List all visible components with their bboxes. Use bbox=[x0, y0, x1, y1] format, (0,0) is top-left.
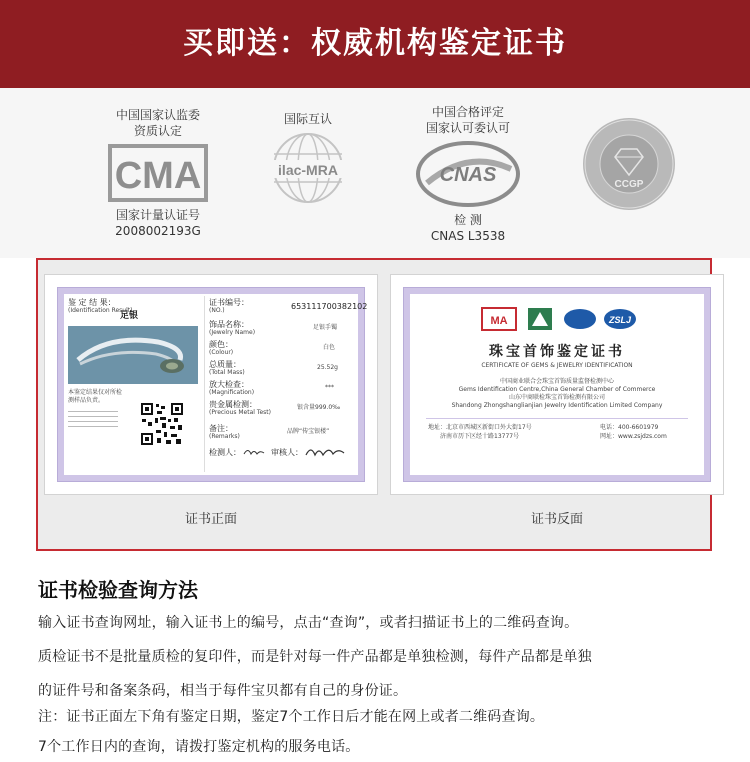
cnas-caption-2: 国家认可委认可 bbox=[425, 121, 510, 135]
ccgp-logo-mark: CCGP bbox=[614, 179, 644, 190]
svg-text:MA: MA bbox=[490, 315, 508, 327]
back-cert-title: 珠宝首饰鉴定证书 bbox=[489, 344, 625, 360]
cma-logo-mark: CMA bbox=[114, 155, 202, 197]
accreditation-logo-strip bbox=[0, 88, 750, 258]
ilac-mra-logo-icon bbox=[262, 130, 354, 208]
org-line-3: 山东中商联检珠宝首饰检测有限公司 bbox=[508, 394, 605, 401]
ccgp-seal-icon bbox=[580, 115, 678, 213]
back-divider bbox=[426, 418, 688, 419]
back-badges bbox=[480, 304, 640, 334]
section-title: 证书检验查询方法 bbox=[38, 578, 198, 602]
paragraph-line-3: 的证件号和备案条码，相当于每件宝贝都有自己的身份证。 bbox=[38, 683, 408, 699]
cnas-caption-3: 检 测 bbox=[454, 213, 482, 227]
cert-fine-print bbox=[68, 408, 118, 434]
cma-caption-4: 2008002193G bbox=[115, 224, 201, 238]
result-value: 足银 bbox=[120, 311, 139, 321]
cnas-logo-mark: CNAS bbox=[439, 164, 497, 186]
back-address-2: 济南市历下区经十路13777号 bbox=[440, 433, 520, 440]
result-label-en: (Identification Result) bbox=[68, 307, 133, 314]
org-line-2: Gems Identification Centre,China General Chamber of Commerce bbox=[458, 386, 656, 393]
paragraph-line-5: 7个工作日内的查询，请拨打鉴定机构的服务电话。 bbox=[38, 739, 360, 755]
back-cert-label: 证书反面 bbox=[530, 512, 583, 527]
jewelry-photo bbox=[68, 326, 198, 384]
checker-signature-icon bbox=[305, 445, 345, 459]
ilac-logo-block bbox=[258, 111, 358, 211]
front-cert-label: 证书正面 bbox=[184, 512, 237, 527]
paragraph-line-2: 质检证书不是批量质检的复印件，而是针对每一件产品都是单独检测，每件产品都是单独 bbox=[38, 649, 592, 665]
qr-code[interactable] bbox=[140, 402, 184, 446]
cma-caption-1: 中国国家认监委 bbox=[115, 108, 200, 122]
cert-field-table: 证书编号： (NO.) 6531117003821​02 饰品名称： (Jewelry Name) 足银手镯 颜色： (Colour) 白色 总质量： (Total Mass) 25.52g 放大检查： (Magnification) *** 贵金属检测： (Precious Metal Test) 银含量999.0‰ 备注： (Remarks) 品牌“传宝银楼” 检测人： 审核人： bbox=[204, 296, 352, 472]
back-address: 地址：北京市西城区新街口外大街17号 bbox=[428, 424, 532, 431]
tester-signature-icon bbox=[243, 446, 265, 458]
cert-note-1: 本鉴定结果仅对所检 bbox=[68, 389, 123, 396]
cma-logo-icon bbox=[106, 142, 210, 204]
certificate-front bbox=[44, 274, 378, 495]
org-line-4: Shandong Zhongshanglianjian Jewelry Identification Limited Company bbox=[451, 402, 663, 409]
certificate-showcase bbox=[36, 258, 712, 551]
ilac-caption-1: 国际互认 bbox=[283, 112, 332, 126]
paragraph-line-1: 输入证书查询网址，输入证书上的编号，点击“查询”，或者扫描证书上的二维码查询。 bbox=[38, 615, 579, 631]
certificate-back bbox=[390, 274, 724, 495]
cnas-caption-1: 中国合格评定 bbox=[431, 105, 504, 119]
org-line-1: 中国商业联合会珠宝首饰质量监督检测中心 bbox=[499, 378, 614, 385]
cma-logo-block bbox=[98, 107, 218, 239]
cma-caption-2: 资质认定 bbox=[133, 124, 182, 138]
ccgp-logo-block bbox=[574, 112, 684, 216]
back-phone: 电话：400-6601979 bbox=[600, 424, 659, 431]
paragraph-line-4: 注：证书正面左下角有鉴定日期，鉴定7个工作日后才能在网上或者二维码查询。 bbox=[38, 709, 545, 725]
back-cert-title-en: CERTIFICATE OF GEMS & JEWELRY IDENTIFICATION bbox=[481, 362, 633, 369]
cert-number: 6531117003821​02 bbox=[291, 302, 368, 311]
cnas-logo-icon bbox=[413, 139, 523, 209]
cert-note-2: 测样品负责。 bbox=[68, 397, 105, 404]
blue-badge-icon bbox=[564, 309, 596, 329]
back-site: 网址：www.zsjdzs.com bbox=[600, 433, 667, 440]
top-banner bbox=[0, 0, 750, 88]
svg-text:ZSLJ: ZSLJ bbox=[608, 315, 632, 325]
cnas-logo-block bbox=[408, 104, 528, 244]
ilac-logo-mark: ilac-MRA bbox=[278, 162, 338, 178]
banner-title: 买即送：权威机构鉴定证书 bbox=[183, 26, 567, 61]
cnas-caption-4: CNAS L3538 bbox=[430, 229, 506, 243]
result-label: 鉴 定 结 果： bbox=[68, 298, 116, 307]
cma-caption-3: 国家计量认证号 bbox=[115, 208, 200, 222]
